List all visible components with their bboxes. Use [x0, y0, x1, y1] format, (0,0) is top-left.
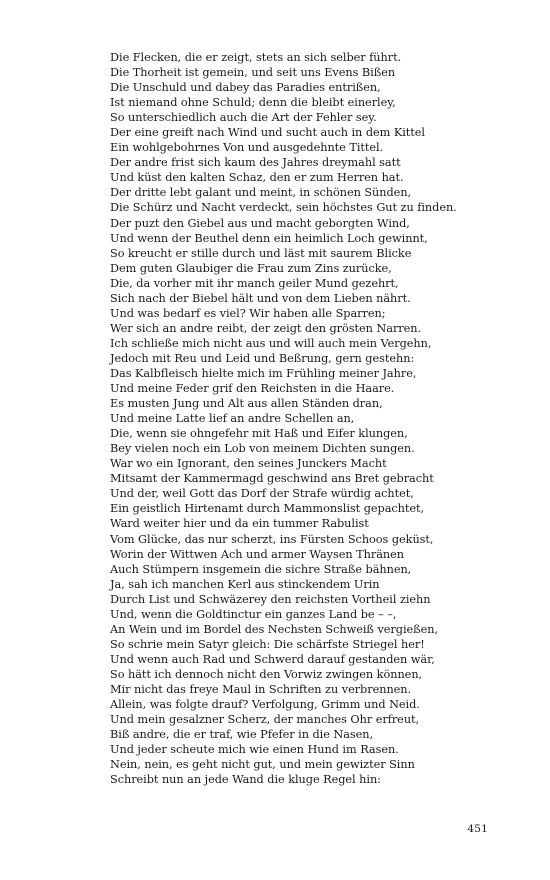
poem-line: Die Thorheit ist gemein, und seit uns Evens Bißen	[110, 66, 396, 80]
poem-line: Schreibt nun an jede Wand die kluge Regel hin:	[110, 773, 381, 787]
poem-line: Durch List und Schwäzerey den reichsten Vortheil ziehn	[110, 592, 431, 606]
poem-line: Es musten Jung und Alt aus allen Ständen dran,	[110, 397, 383, 411]
poem-line: Ein wohlgebohrnes Von und ausgedehnte Tittel.	[110, 141, 384, 155]
poem-line: Und der, weil Gott das Dorf der Strafe würdig achtet,	[110, 487, 414, 501]
poem-line: War wo ein Ignorant, den seines Junckers Macht	[110, 457, 387, 471]
poem-line: Die, da vorher mit ihr manch geiler Mund gezehrt,	[110, 276, 399, 290]
poem-line: Nein, nein, es geht nicht gut, und mein gewizter Sinn	[110, 758, 415, 772]
poem-line: Allein, was folgte drauf? Verfolgung, Grimm und Neid.	[110, 698, 420, 712]
poem-line: So unterschiedlich auch die Art der Fehler sey.	[110, 111, 377, 125]
poem-line: Die Flecken, die er zeigt, stets an sich selber führt.	[110, 51, 402, 64]
poem-line: Ward weiter hier und da ein tummer Rabulist	[110, 517, 369, 531]
poem-line: Der dritte lebt galant und meint, in schönen Sünden,	[110, 186, 412, 200]
poem-line: Und jeder scheute mich wie einen Hund im Rasen.	[110, 743, 399, 757]
poem-line: Bey vielen noch ein Lob von meinem Dichten sungen.	[110, 442, 415, 456]
poem-line: So kreucht er stille durch und läst mit saurem Blicke	[110, 246, 412, 260]
poem-line: Der puzt den Giebel aus und macht geborgten Wind,	[110, 216, 410, 230]
poem-line: Und küst den kalten Schaz, den er zum Herren hat.	[110, 171, 404, 185]
poem-line: Auch Stümpern insgemein die sichre Straße bähnen,	[110, 562, 412, 576]
poem-line: Mir nicht das freye Maul in Schriften zu verbrennen.	[110, 682, 412, 696]
poem-line: Der eine greift nach Wind und sucht auch in dem Kittel	[110, 126, 425, 140]
poem-line: Ist niemand ohne Schuld; denn die bleibt einerley,	[110, 96, 396, 110]
poem-line: Und wenn auch Rad und Schwerd darauf gestanden wär,	[110, 652, 435, 666]
poem-line: Mitsamt der Kammermagd geschwind ans Bret gebracht	[110, 472, 434, 486]
page-number: 451	[467, 823, 488, 835]
poem-line: Wer sich an andre reibt, der zeigt den grösten Narren.	[110, 321, 422, 335]
poem-line: Und, wenn die Goldtinctur ein ganzes Land be – –,	[110, 607, 397, 621]
poem-line: Und meine Latte lief an andre Schellen an,	[110, 412, 355, 426]
poem-line: So schrie mein Satyr gleich: Die schärfste Striegel her!	[110, 637, 425, 651]
poem-text	[110, 50, 530, 787]
poem-line: Die Unschuld und dabey das Paradies entrißen,	[110, 81, 381, 95]
poem-line: Die, wenn sie ohngefehr mit Haß und Eifer klungen,	[110, 427, 408, 441]
poem-line: Der andre frist sich kaum des Jahres dreymahl satt	[110, 156, 401, 170]
poem-line: Und meine Feder grif den Reichsten in die Haare.	[110, 382, 395, 396]
poem-line: Dem guten Glaubiger die Frau zum Zins zurücke,	[110, 261, 392, 275]
poem-line: Ja, sah ich manchen Kerl aus stinckendem Urin	[110, 577, 380, 591]
poem-line: Biß andre, die er traf, wie Pfefer in die Nasen,	[110, 728, 374, 742]
poem-line: Und was bedarf es viel? Wir haben alle Sparren;	[110, 306, 386, 320]
poem-line: Die Schürz und Nacht verdeckt, sein höchstes Gut zu finden.	[110, 201, 457, 215]
poem-line: Und mein gesalzner Scherz, der manches Ohr erfreut,	[110, 713, 420, 727]
poem-line: Und wenn der Beuthel denn ein heimlich Loch gewinnt,	[110, 231, 428, 245]
poem-line: Worin der Wittwen Ach und armer Waysen Thränen	[110, 547, 404, 561]
poem-line: So hätt ich dennoch nicht den Vorwiz zwingen können,	[110, 667, 423, 681]
poem-line: Das Kalbfleisch hielte mich im Frühling meiner Jahre,	[110, 366, 417, 380]
poem-line: Jedoch mit Reu und Leid und Beßrung, gern gestehn:	[110, 351, 415, 365]
poem-line: Ein geistlich Hirtenamt durch Mammonslist gepachtet,	[110, 502, 425, 516]
poem-line: An Wein und im Bordel des Nechsten Schweiß vergießen,	[110, 622, 439, 636]
poem-line: Vom Glücke, das nur scherzt, ins Fürsten Schoos geküst,	[110, 532, 434, 546]
poem-line: Sich nach der Biebel hält und von dem Lieben nährt.	[110, 291, 411, 305]
poem-line: Ich schließe mich nicht aus und will auch mein Vergehn,	[110, 336, 432, 350]
